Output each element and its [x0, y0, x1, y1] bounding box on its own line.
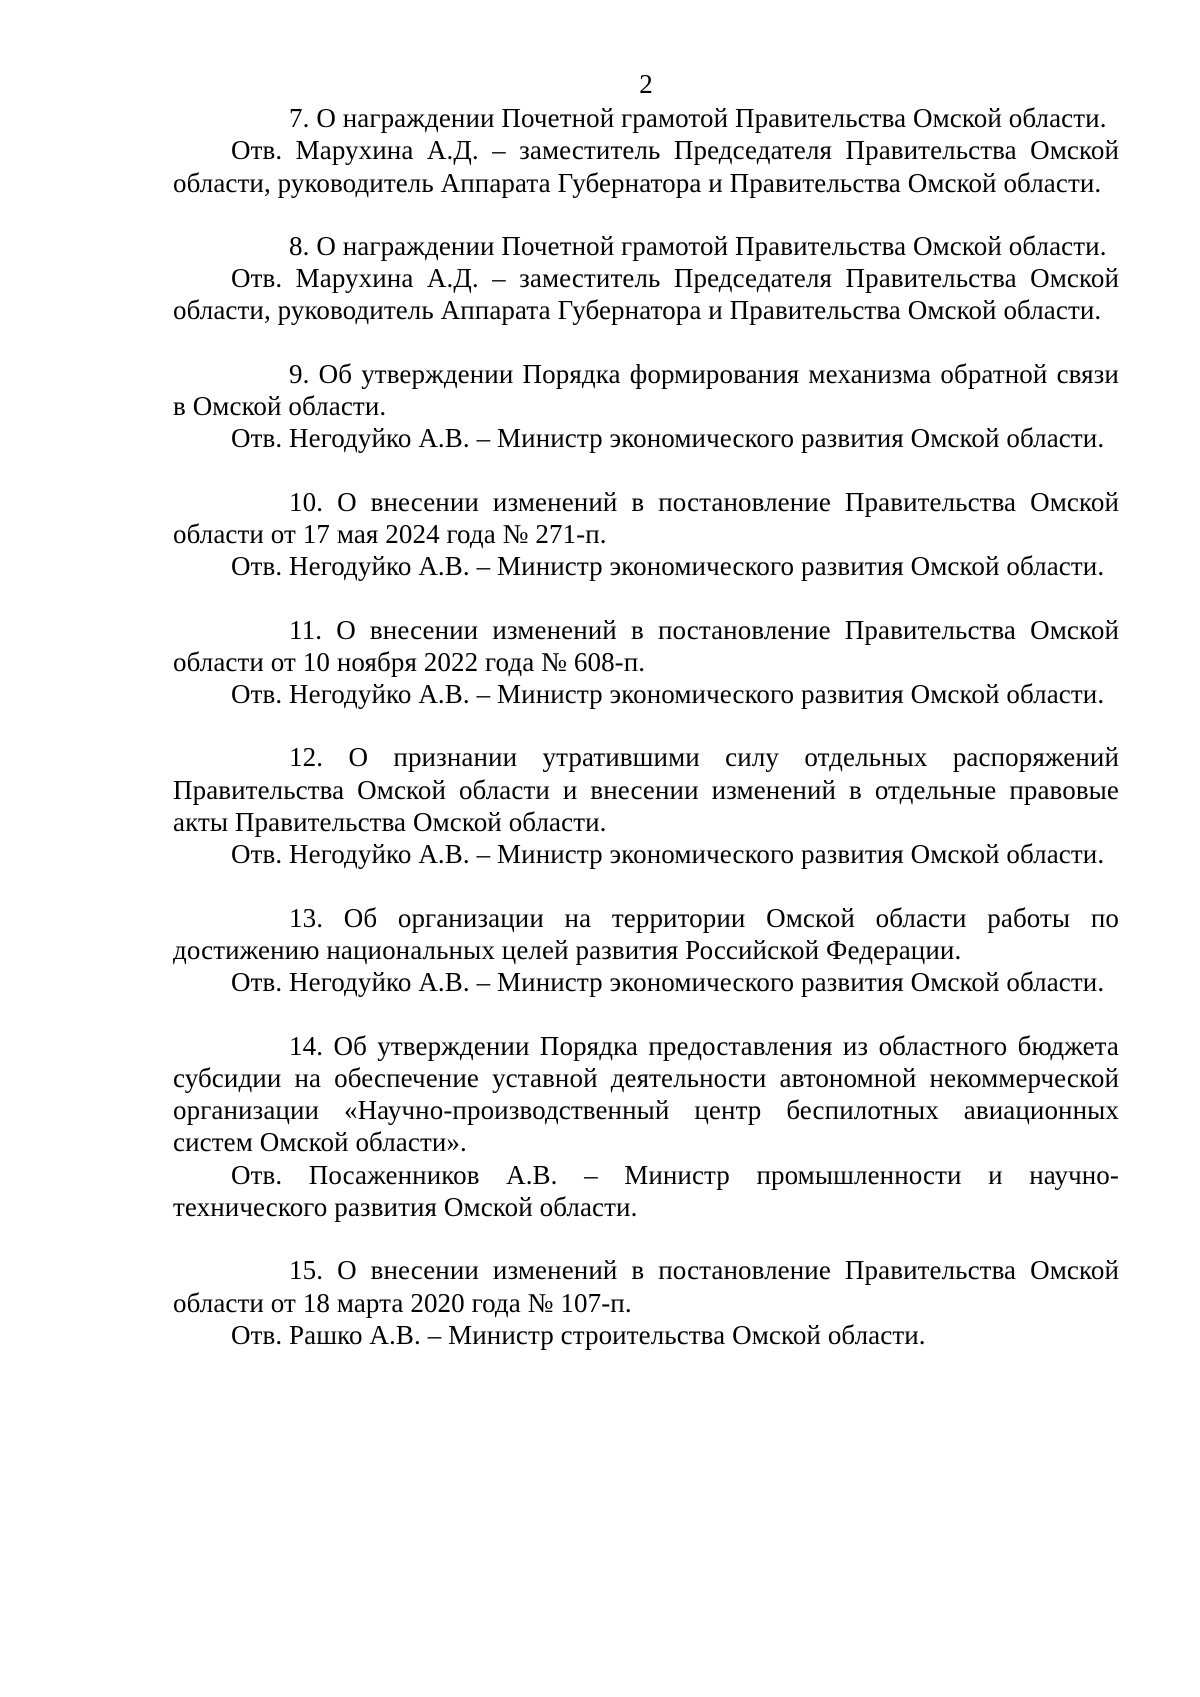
agenda-item-title — [173, 1254, 1119, 1319]
agenda-item-number: 10. — [289, 486, 324, 517]
agenda-list — [173, 102, 1119, 1351]
agenda-item-responsible: Отв. Негодуйко А.В. – Министр экономического развития Омской области. — [231, 679, 1105, 710]
agenda-item — [173, 102, 1119, 199]
agenda-item — [173, 741, 1119, 870]
agenda-item-responsible: Отв. Посаженников А.В. – Министр промышленности и научно-технического развития Омской области. — [173, 1159, 1119, 1223]
agenda-item-title — [173, 230, 1119, 262]
agenda-item-responsible: Отв. Марухина А.Д. – заместитель Председателя Правительства Омской области, руководитель Аппарата Губернатора и Правительства Омской области. — [173, 263, 1119, 326]
agenda-item-title-text: О награждении Почетной грамотой Правительства Омской области. — [316, 230, 1107, 261]
agenda-item — [173, 486, 1119, 583]
agenda-item-title — [173, 902, 1119, 967]
agenda-item-number: 12. — [289, 742, 324, 773]
agenda-item — [173, 1030, 1119, 1224]
agenda-item — [173, 902, 1119, 999]
agenda-item-number: 14. — [289, 1030, 324, 1061]
agenda-item-number: 8. — [289, 230, 310, 261]
agenda-item-number: 15. — [289, 1255, 324, 1286]
page-number: 2 — [639, 69, 653, 99]
agenda-item-responsible: Отв. Рашко А.В. – Министр строительства Омской области. — [231, 1319, 926, 1350]
agenda-item-number: 7. — [289, 103, 310, 133]
agenda-item-title-text: Об утверждении Порядка предоставления из областного бюджета субсидии на обеспечение уставной деятельности автономной некоммерческой организации «Научно-производственный центр беспилотных авиационных систем Омской области». — [173, 1030, 1119, 1158]
agenda-item-title-text: Об организации на территории Омской области работы по достижению национальных целей развития Российской Федерации. — [173, 902, 1119, 965]
agenda-item-title — [173, 1030, 1119, 1159]
agenda-item-title — [173, 614, 1119, 679]
agenda-item-responsible: Отв. Негодуйко А.В. – Министр экономического развития Омской области. — [231, 839, 1105, 870]
agenda-item-responsible: Отв. Негодуйко А.В. – Министр экономического развития Омской области. — [231, 423, 1105, 454]
agenda-item-number: 9. — [289, 358, 310, 389]
agenda-item-title-text: О внесении изменений в постановление Правительства Омской области от 18 марта 2020 года № 107-п. — [173, 1255, 1119, 1318]
agenda-item — [173, 614, 1119, 711]
agenda-item-responsible: Отв. Негодуйко А.В. – Министр экономического развития Омской области. — [231, 967, 1105, 998]
agenda-item-title-text: О награждении Почетной грамотой Правительства Омской области. — [316, 103, 1107, 133]
agenda-item-number: 11. — [289, 614, 323, 645]
agenda-item-title — [173, 741, 1119, 838]
agenda-item-title-text: О внесении изменений в постановление Правительства Омской области от 10 ноября 2022 года № 608-п. — [173, 614, 1119, 677]
agenda-item-responsible: Отв. Негодуйко А.В. – Министр экономического развития Омской области. — [231, 551, 1105, 582]
document-page — [173, 68, 1119, 1382]
agenda-item-title — [173, 358, 1119, 423]
agenda-item-number: 13. — [289, 902, 324, 933]
agenda-item-title-text: О признании утратившими силу отдельных распоряжений Правительства Омской области и внесении изменений в отдельные правовые акты Правительства Омской области. — [173, 742, 1119, 838]
agenda-item — [173, 1254, 1119, 1351]
agenda-item — [173, 358, 1119, 455]
agenda-item-title — [173, 102, 1119, 134]
agenda-item-responsible: Отв. Марухина А.Д. – заместитель Председателя Правительства Омской области, руководитель Аппарата Губернатора и Правительства Омской области. — [173, 135, 1119, 198]
agenda-item-title-text: О внесении изменений в постановление Правительства Омской области от 17 мая 2024 года № 271-п. — [173, 486, 1119, 549]
agenda-item-title — [173, 486, 1119, 551]
agenda-item-title-text: Об утверждении Порядка формирования механизма обратной связи в Омской области. — [173, 358, 1119, 422]
agenda-item — [173, 230, 1119, 327]
